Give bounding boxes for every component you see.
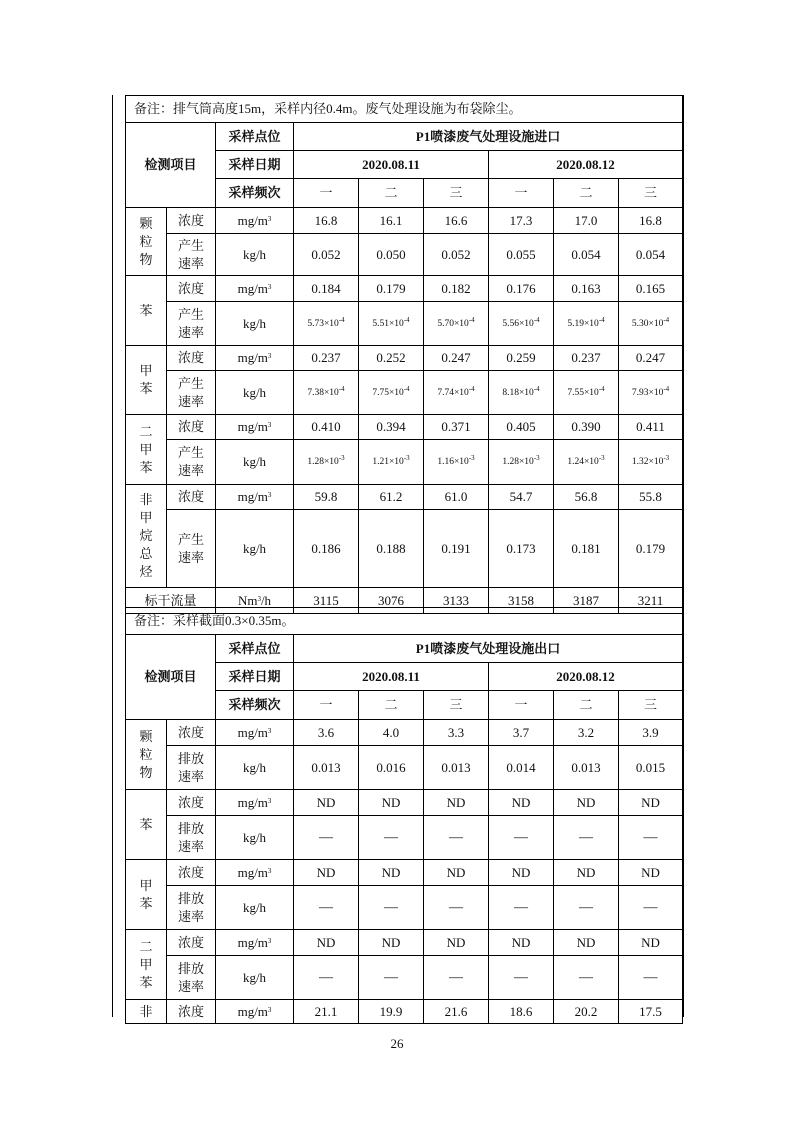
freq-5: 二 xyxy=(554,179,619,208)
value-cell: — xyxy=(294,886,359,930)
value-cell: 0.165 xyxy=(619,276,683,302)
value-cell: 0.013 xyxy=(424,746,489,790)
pollutant-name: 甲 苯 xyxy=(126,860,167,930)
table-row xyxy=(126,440,683,485)
value-cell: $7.74\times 10^{-4}$ xyxy=(424,371,489,415)
header-item: 检测项目 xyxy=(126,123,216,208)
value-cell: $1.16\times 10^{-3}$ xyxy=(424,440,489,485)
value-cell: ND xyxy=(294,930,359,956)
value-cell: 3.3 xyxy=(424,720,489,746)
value-cell: 0.191 xyxy=(424,510,489,588)
freq-4: 一 xyxy=(489,691,554,720)
parameter-label: 排放 速率 xyxy=(167,956,216,1000)
table-row xyxy=(126,234,683,276)
freq-5: 二 xyxy=(554,691,619,720)
pollutant-name: 苯 xyxy=(126,276,167,346)
value-cell: 16.8 xyxy=(294,208,359,234)
value-cell: ND xyxy=(359,790,424,816)
date-1: 2020.08.11 xyxy=(294,663,489,691)
value-cell: ND xyxy=(294,860,359,886)
pollutant-name: 二 甲 苯 xyxy=(126,930,167,1000)
value-cell: $5.30\times 10^{-4}$ xyxy=(619,302,683,346)
unit: $mg/m^3$ xyxy=(216,415,294,440)
freq-6: 三 xyxy=(619,691,683,720)
value-cell: — xyxy=(294,816,359,860)
value-cell: 0.015 xyxy=(619,746,683,790)
value-cell: — xyxy=(359,816,424,860)
parameter-label: 浓度 xyxy=(167,276,216,302)
value-cell: — xyxy=(619,886,683,930)
value-cell: ND xyxy=(359,930,424,956)
freq-2: 二 xyxy=(359,691,424,720)
value-cell: 18.6 xyxy=(489,1000,554,1024)
value-cell: 54.7 xyxy=(489,485,554,510)
value-cell: ND xyxy=(359,860,424,886)
value-cell: — xyxy=(294,956,359,1000)
unit: $mg/m^3$ xyxy=(216,860,294,886)
parameter-label: 浓度 xyxy=(167,930,216,956)
value-cell: — xyxy=(359,886,424,930)
value-cell: $5.70\times 10^{-4}$ xyxy=(424,302,489,346)
sampling-point: P1喷漆废气处理设施进口 xyxy=(294,123,683,151)
value-cell: $1.21\times 10^{-3}$ xyxy=(359,440,424,485)
value-cell: 0.052 xyxy=(424,234,489,276)
unit: kg/h xyxy=(216,302,294,346)
value-cell: 0.179 xyxy=(619,510,683,588)
value-cell: 0.179 xyxy=(359,276,424,302)
value-cell: 3158 xyxy=(489,588,554,614)
value-cell: 0.405 xyxy=(489,415,554,440)
parameter-label: 浓度 xyxy=(167,720,216,746)
table-row xyxy=(126,956,683,1000)
value-cell: 3.2 xyxy=(554,720,619,746)
value-cell: 0.181 xyxy=(554,510,619,588)
header-point: 采样点位 xyxy=(216,635,294,663)
parameter-label: 排放 速率 xyxy=(167,746,216,790)
unit: kg/h xyxy=(216,234,294,276)
value-cell: 0.237 xyxy=(554,346,619,371)
value-cell: — xyxy=(554,956,619,1000)
value-cell: 3187 xyxy=(554,588,619,614)
value-cell: 0.247 xyxy=(619,346,683,371)
parameter-label: 产生 速率 xyxy=(167,510,216,588)
unit: $mg/m^3$ xyxy=(216,720,294,746)
value-cell: 0.188 xyxy=(359,510,424,588)
pollutant-name: 甲 苯 xyxy=(126,346,167,415)
unit: $mg/m^3$ xyxy=(216,208,294,234)
table-row xyxy=(126,302,683,346)
value-cell: $5.51\times 10^{-4}$ xyxy=(359,302,424,346)
value-cell: — xyxy=(554,816,619,860)
value-cell: 21.1 xyxy=(294,1000,359,1024)
parameter-label: 浓度 xyxy=(167,790,216,816)
value-cell: — xyxy=(619,816,683,860)
pollutant-name: 颗 粒 物 xyxy=(126,720,167,790)
value-cell: $5.56\times 10^{-4}$ xyxy=(489,302,554,346)
value-cell: $1.28\times 10^{-3}$ xyxy=(294,440,359,485)
value-cell: — xyxy=(489,886,554,930)
value-cell: 0.054 xyxy=(619,234,683,276)
value-cell: — xyxy=(489,956,554,1000)
header-date: 采样日期 xyxy=(216,663,294,691)
unit: $mg/m^3$ xyxy=(216,346,294,371)
table-row xyxy=(126,886,683,930)
value-cell: 0.052 xyxy=(294,234,359,276)
value-cell: ND xyxy=(619,930,683,956)
value-cell: ND xyxy=(554,930,619,956)
unit: kg/h xyxy=(216,886,294,930)
outlet-monitoring-table xyxy=(125,607,683,1024)
value-cell: 0.182 xyxy=(424,276,489,302)
value-cell: $1.32\times 10^{-3}$ xyxy=(619,440,683,485)
value-cell: 17.3 xyxy=(489,208,554,234)
unit: kg/h xyxy=(216,956,294,1000)
table-row xyxy=(126,720,683,746)
unit: kg/h xyxy=(216,746,294,790)
value-cell: — xyxy=(359,956,424,1000)
value-cell: $8.18\times 10^{-4}$ xyxy=(489,371,554,415)
pollutant-name: 颗 粒 物 xyxy=(126,208,167,276)
value-cell: 55.8 xyxy=(619,485,683,510)
table-row xyxy=(126,485,683,510)
value-cell: $7.93\times 10^{-4}$ xyxy=(619,371,683,415)
value-cell: $7.75\times 10^{-4}$ xyxy=(359,371,424,415)
freq-4: 一 xyxy=(489,179,554,208)
table-row xyxy=(126,1000,683,1024)
freq-1: 一 xyxy=(294,179,359,208)
parameter-label: 浓度 xyxy=(167,1000,216,1024)
value-cell: $1.24\times 10^{-3}$ xyxy=(554,440,619,485)
value-cell: 0.184 xyxy=(294,276,359,302)
header-freq: 采样频次 xyxy=(216,691,294,720)
table-row xyxy=(126,276,683,302)
value-cell: ND xyxy=(554,860,619,886)
value-cell: ND xyxy=(619,790,683,816)
table-row xyxy=(126,415,683,440)
parameter-label: 排放 速率 xyxy=(167,886,216,930)
header-item: 检测项目 xyxy=(126,635,216,720)
value-cell: 3.7 xyxy=(489,720,554,746)
pollutant-name: 二 甲 苯 xyxy=(126,415,167,485)
value-cell: ND xyxy=(424,930,489,956)
value-cell: 61.0 xyxy=(424,485,489,510)
header-date: 采样日期 xyxy=(216,151,294,179)
parameter-label: 产生 速率 xyxy=(167,371,216,415)
value-cell: 0.252 xyxy=(359,346,424,371)
value-cell: — xyxy=(619,956,683,1000)
value-cell: 0.055 xyxy=(489,234,554,276)
unit: $mg/m^3$ xyxy=(216,1000,294,1024)
value-cell: 16.6 xyxy=(424,208,489,234)
value-cell: 0.050 xyxy=(359,234,424,276)
value-cell: 0.013 xyxy=(554,746,619,790)
value-cell: ND xyxy=(554,790,619,816)
value-cell: 0.016 xyxy=(359,746,424,790)
value-cell: 0.176 xyxy=(489,276,554,302)
header-freq: 采样频次 xyxy=(216,179,294,208)
value-cell: $7.38\times 10^{-4}$ xyxy=(294,371,359,415)
freq-1: 一 xyxy=(294,691,359,720)
value-cell: $1.28\times 10^{-3}$ xyxy=(489,440,554,485)
parameter-label: 产生 速率 xyxy=(167,302,216,346)
value-cell: — xyxy=(489,816,554,860)
unit: $mg/m^3$ xyxy=(216,485,294,510)
value-cell: 0.237 xyxy=(294,346,359,371)
unit: kg/h xyxy=(216,371,294,415)
value-cell: — xyxy=(424,816,489,860)
value-cell: 0.163 xyxy=(554,276,619,302)
pollutant-name: 苯 xyxy=(126,790,167,860)
value-cell: ND xyxy=(489,860,554,886)
table-row xyxy=(126,790,683,816)
pollutant-name: 非 xyxy=(126,1000,167,1024)
unit: Nm$^3$/h xyxy=(216,588,294,614)
unit: kg/h xyxy=(216,440,294,485)
freq-6: 三 xyxy=(619,179,683,208)
table-row xyxy=(126,930,683,956)
freq-2: 二 xyxy=(359,179,424,208)
inlet-monitoring-table xyxy=(125,95,683,614)
table-row xyxy=(126,510,683,588)
value-cell: 0.247 xyxy=(424,346,489,371)
value-cell: 0.371 xyxy=(424,415,489,440)
value-cell: ND xyxy=(619,860,683,886)
sampling-point: P1喷漆废气处理设施出口 xyxy=(294,635,683,663)
value-cell: 61.2 xyxy=(359,485,424,510)
value-cell: ND xyxy=(424,790,489,816)
value-cell: 59.8 xyxy=(294,485,359,510)
value-cell: — xyxy=(424,956,489,1000)
unit: kg/h xyxy=(216,816,294,860)
value-cell: 17.5 xyxy=(619,1000,683,1024)
value-cell: 0.173 xyxy=(489,510,554,588)
value-cell: 3076 xyxy=(359,588,424,614)
value-cell: 20.2 xyxy=(554,1000,619,1024)
date-2: 2020.08.12 xyxy=(489,151,683,179)
value-cell: 16.8 xyxy=(619,208,683,234)
value-cell: 0.054 xyxy=(554,234,619,276)
value-cell: — xyxy=(554,886,619,930)
value-cell: 0.013 xyxy=(294,746,359,790)
value-cell: — xyxy=(424,886,489,930)
pollutant-name: 非 甲 烷 总 烃 xyxy=(126,485,167,588)
table-row xyxy=(126,746,683,790)
flow-label: 标干流量 xyxy=(126,588,216,614)
value-cell: $7.55\times 10^{-4}$ xyxy=(554,371,619,415)
value-cell: 17.0 xyxy=(554,208,619,234)
table-row xyxy=(126,816,683,860)
parameter-label: 浓度 xyxy=(167,485,216,510)
table-row xyxy=(126,371,683,415)
value-cell: 3115 xyxy=(294,588,359,614)
value-cell: 16.1 xyxy=(359,208,424,234)
value-cell: 3.6 xyxy=(294,720,359,746)
value-cell: $5.19\times 10^{-4}$ xyxy=(554,302,619,346)
note-stack: 备注：排气筒高度15m，采样内径0.4m。废气处理设施为布袋除尘。 xyxy=(126,96,683,123)
table-row xyxy=(126,860,683,886)
freq-3: 三 xyxy=(424,691,489,720)
parameter-label: 浓度 xyxy=(167,346,216,371)
header-point: 采样点位 xyxy=(216,123,294,151)
value-cell: 3211 xyxy=(619,588,683,614)
unit: kg/h xyxy=(216,510,294,588)
value-cell: 21.6 xyxy=(424,1000,489,1024)
value-cell: 0.259 xyxy=(489,346,554,371)
value-cell: 0.390 xyxy=(554,415,619,440)
value-cell: 0.014 xyxy=(489,746,554,790)
value-cell: 0.410 xyxy=(294,415,359,440)
value-cell: 19.9 xyxy=(359,1000,424,1024)
parameter-label: 浓度 xyxy=(167,208,216,234)
value-cell: 0.394 xyxy=(359,415,424,440)
date-2: 2020.08.12 xyxy=(489,663,683,691)
value-cell: ND xyxy=(294,790,359,816)
value-cell: ND xyxy=(424,860,489,886)
value-cell: 3.9 xyxy=(619,720,683,746)
value-cell: 56.8 xyxy=(554,485,619,510)
value-cell: ND xyxy=(489,930,554,956)
value-cell: 3133 xyxy=(424,588,489,614)
freq-3: 三 xyxy=(424,179,489,208)
value-cell: 0.186 xyxy=(294,510,359,588)
unit: $mg/m^3$ xyxy=(216,276,294,302)
unit: $mg/m^3$ xyxy=(216,930,294,956)
value-cell: 4.0 xyxy=(359,720,424,746)
value-cell: ND xyxy=(489,790,554,816)
table-row xyxy=(126,208,683,234)
page-number: 26 xyxy=(390,1036,404,1051)
parameter-label: 浓度 xyxy=(167,860,216,886)
table-row xyxy=(126,346,683,371)
value-cell: $5.73\times 10^{-4}$ xyxy=(294,302,359,346)
parameter-label: 浓度 xyxy=(167,415,216,440)
unit: $mg/m^3$ xyxy=(216,790,294,816)
parameter-label: 产生 速率 xyxy=(167,234,216,276)
parameter-label: 排放 速率 xyxy=(167,816,216,860)
parameter-label: 产生 速率 xyxy=(167,440,216,485)
note-section: 备注：采样截面0.3×0.35m。 xyxy=(126,608,683,635)
date-1: 2020.08.11 xyxy=(294,151,489,179)
value-cell: 0.411 xyxy=(619,415,683,440)
